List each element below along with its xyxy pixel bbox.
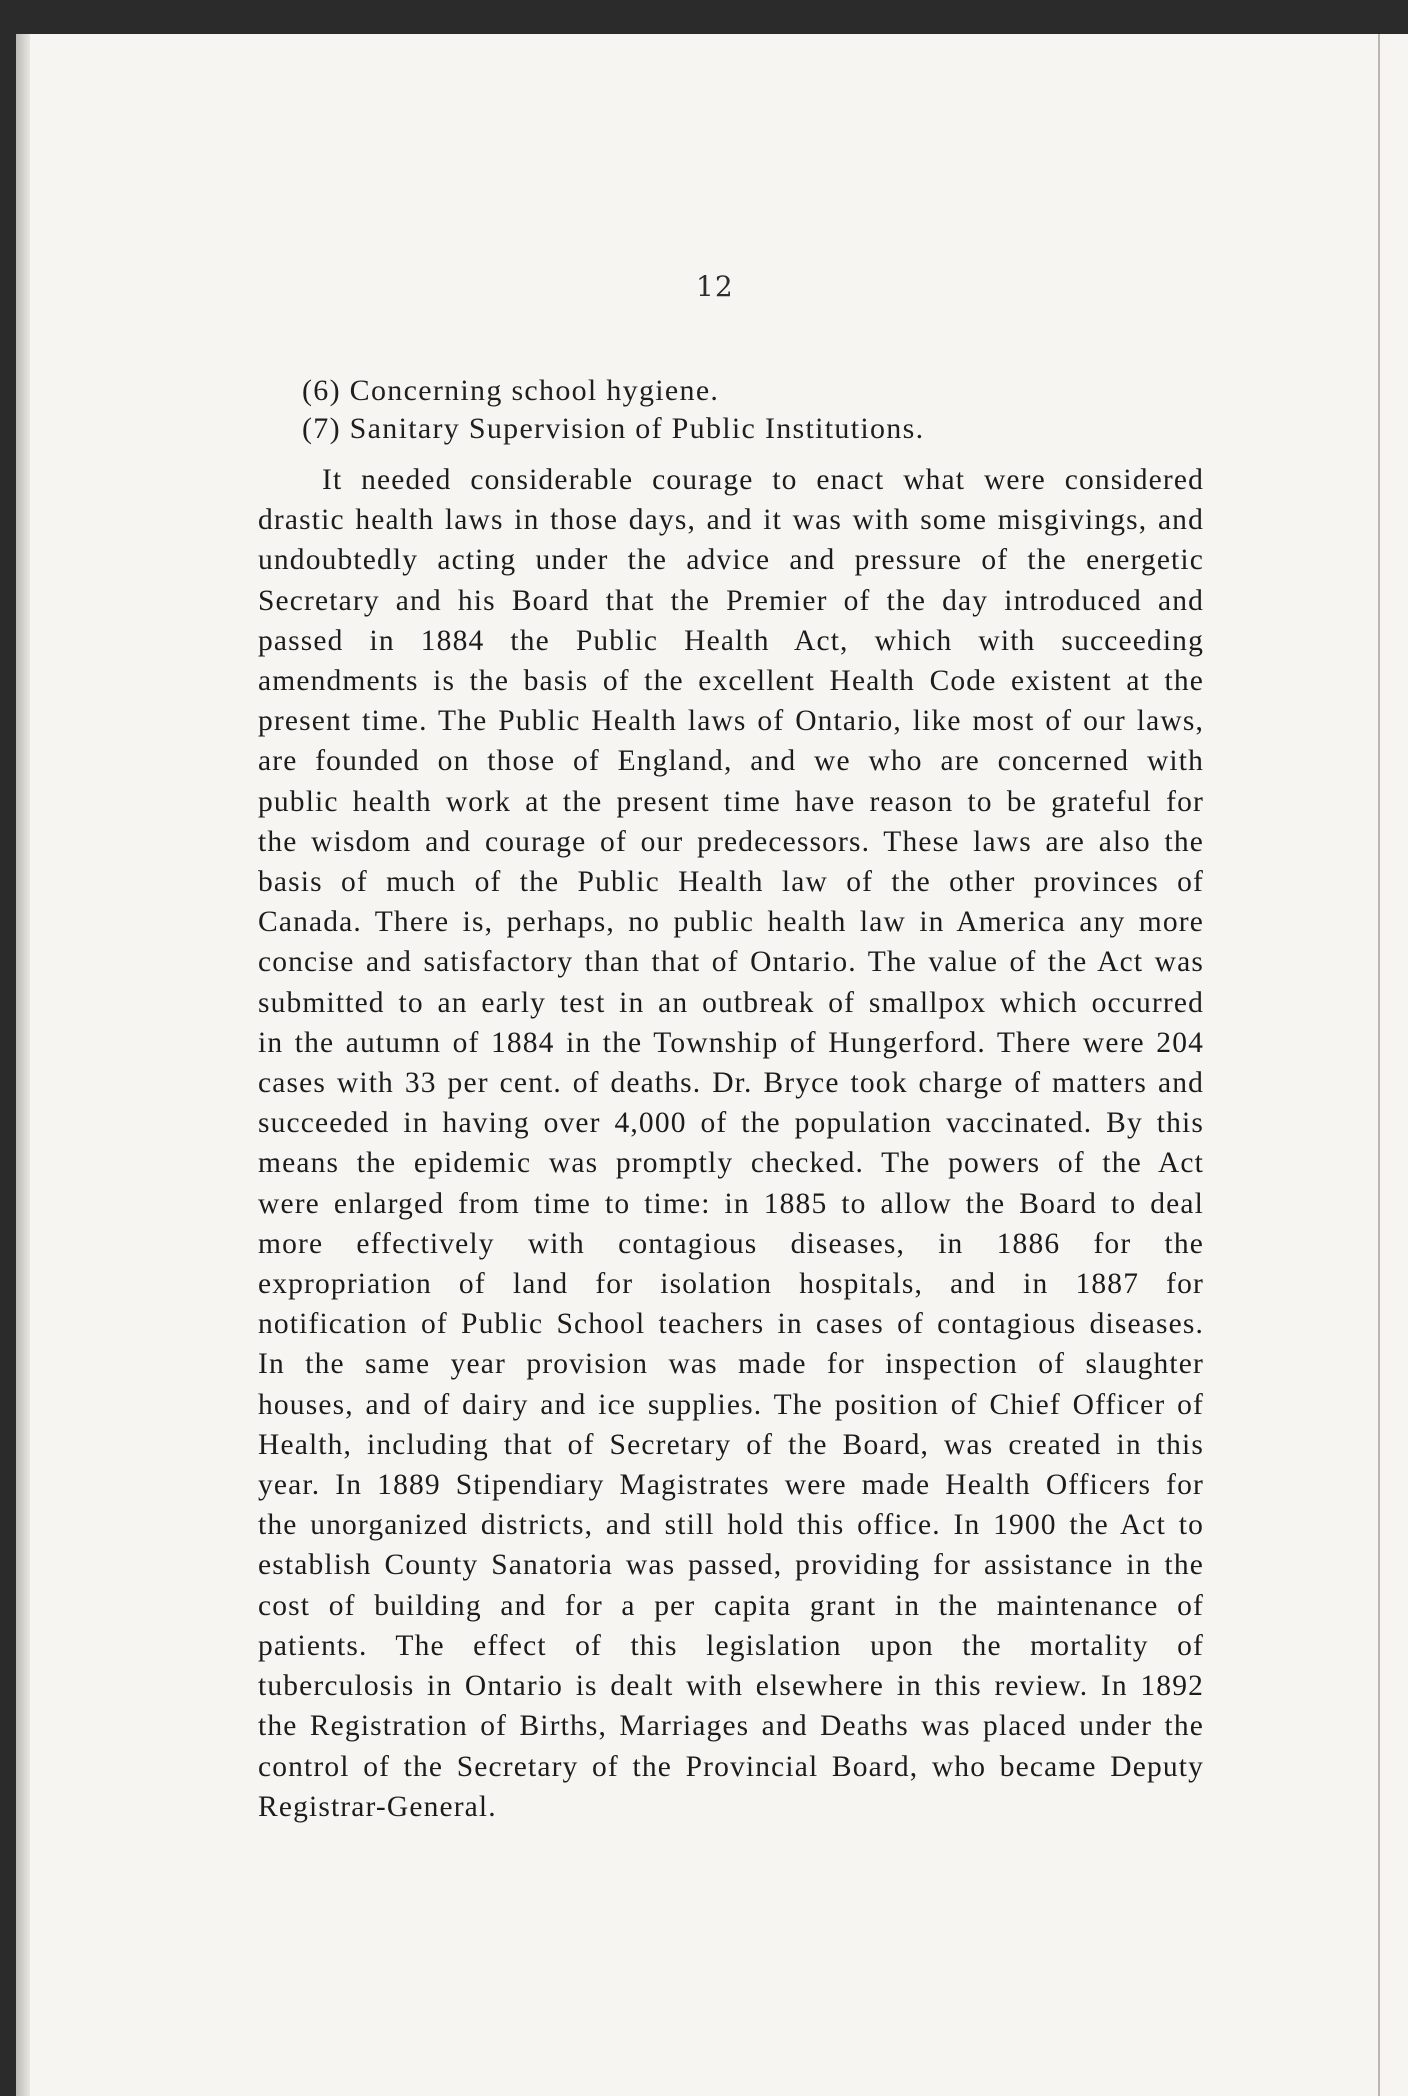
page-right-edge <box>1378 34 1380 2096</box>
book-page <box>16 34 1408 2096</box>
list-item-sanitary-supervision: (7) Sanitary Supervision of Public Institutions. <box>302 412 925 445</box>
body-paragraph: It needed considerable courage to enact what were considered drastic health laws in those days, and it was with some misgivings, and undoubtedly acting under the advice and pressure of the energetic Secretary and his Board that the Premier of the day introduced and passed in 1884 the Public Health Act, which with succeeding amendments is the basis of the excellent Health Code existent at the present time. The Public Health laws of Ontario, like most of our laws, are founded on those of England, and we who are concerned with public health work at the present time have reason to be grateful for the wisdom and courage of our predecessors. These laws are also the basis of much of the Public Health law of the other provinces of Canada. There is, perhaps, no public health law in America any more concise and satisfactory than that of Ontario. The value of the Act was submitted to an early test in an outbreak of smallpox which occurred in the autumn of 1884 in the Township of Hungerford. There were 204 cases with 33 per cent. of deaths. Dr. Bryce took charge of matters and succeeded in having over 4,000 of the population vaccinated. By this means the epidemic was promptly checked. The powers of the Act were enlarged from time to time: in 1885 to allow the Board to deal more effectively with contagious diseases, in 1886 for the expropriation of land for isolation hospitals, and in 1887 for notification of Public School teachers in cases of contagious diseases. In the same year provision was made for inspection of slaughter houses, and of dairy and ice supplies. The position of Chief Officer of Health, including that of Secretary of the Board, was created in this year. In 1889 Stipendiary Magistrates were made Health Officers for the unorganized districts, and still hold this office. In 1900 the Act to establish County Sanatoria was passed, providing for assistance in the cost of building and for a per capita grant in the maintenance of patients. The effect of this legislation upon the mortality of tuberculosis in Ontario is dealt with elsewhere in this review. In 1892 the Registration of Births, Marriages and Deaths was placed under the control of the Secretary of the Provincial Board, who became Deputy Registrar-General. <box>258 464 1204 1823</box>
page-number: 12 <box>696 270 734 303</box>
list-item-school-hygiene: (6) Concerning school hygiene. <box>302 374 720 407</box>
page-left-edge <box>16 34 30 2096</box>
